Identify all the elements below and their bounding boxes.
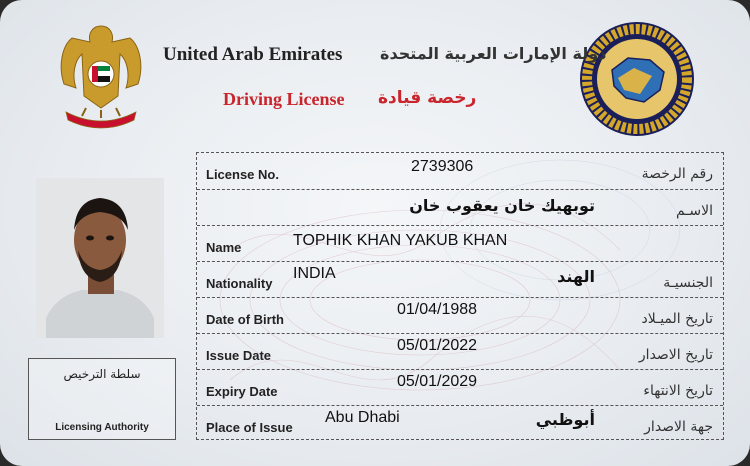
expiry-date-label-ar: تاريخ الانتهاء [643, 383, 713, 399]
document-title-en: Driving License [223, 89, 345, 109]
row-name-en [197, 225, 723, 261]
row-place-of-issue [197, 405, 723, 441]
country-name-en: United Arab Emirates [163, 44, 343, 65]
license-no-value: 2739306 [411, 158, 474, 175]
place-of-issue-label-ar: جهة الاصدار [644, 419, 713, 435]
name-value-ar: توبهيك خان يعقوب خان [409, 196, 595, 215]
row-date-of-birth [197, 297, 723, 333]
row-issue-date [197, 333, 723, 369]
nationality-label: Nationality [206, 276, 273, 291]
dob-value: 01/04/1988 [397, 301, 478, 318]
issue-date-value: 05/01/2022 [397, 337, 478, 354]
nationality-value: INDIA [293, 265, 336, 282]
issue-date-label-ar: تاريخ الاصدار [638, 347, 713, 363]
gcc-seal-icon [578, 20, 696, 138]
issue-date-label: Issue Date [206, 348, 272, 363]
document-title-ar: رخصة قيادة [378, 88, 477, 108]
licensing-authority-label-en: Licensing Authority [55, 422, 149, 433]
license-no-label: License No. [206, 167, 279, 182]
row-expiry-date [197, 369, 723, 405]
place-of-issue-label: Place of Issue [206, 420, 293, 435]
holder-photo [36, 178, 164, 338]
license-details-table [196, 152, 724, 440]
row-license-no [197, 153, 723, 188]
nationality-value-ar: الهند [557, 267, 595, 286]
expiry-date-value: 05/01/2029 [397, 373, 478, 390]
expiry-date-label: Expiry Date [206, 384, 278, 399]
licensing-authority-box [28, 358, 176, 440]
nationality-label-ar: الجنسيـة [663, 275, 713, 291]
license-no-label-ar: رقم الرخصة [641, 166, 713, 182]
row-name-ar [197, 189, 723, 225]
dob-label: Date of Birth [206, 312, 284, 327]
country-name-ar: دولة الإمارات العربية المتحدة [380, 44, 607, 63]
row-nationality [197, 261, 723, 297]
dob-label-ar: تاريخ الميـلاد [641, 311, 713, 327]
place-of-issue-value-ar: أبوظبي [535, 410, 595, 429]
place-of-issue-value: Abu Dhabi [325, 409, 400, 426]
uae-falcon-emblem-icon [52, 16, 150, 134]
name-label-ar: الاسـم [675, 203, 713, 219]
licensing-authority-label-ar: سلطة الترخيص [63, 367, 141, 381]
name-label: Name [206, 240, 242, 255]
name-value: TOPHIK KHAN YAKUB KHAN [293, 232, 508, 249]
